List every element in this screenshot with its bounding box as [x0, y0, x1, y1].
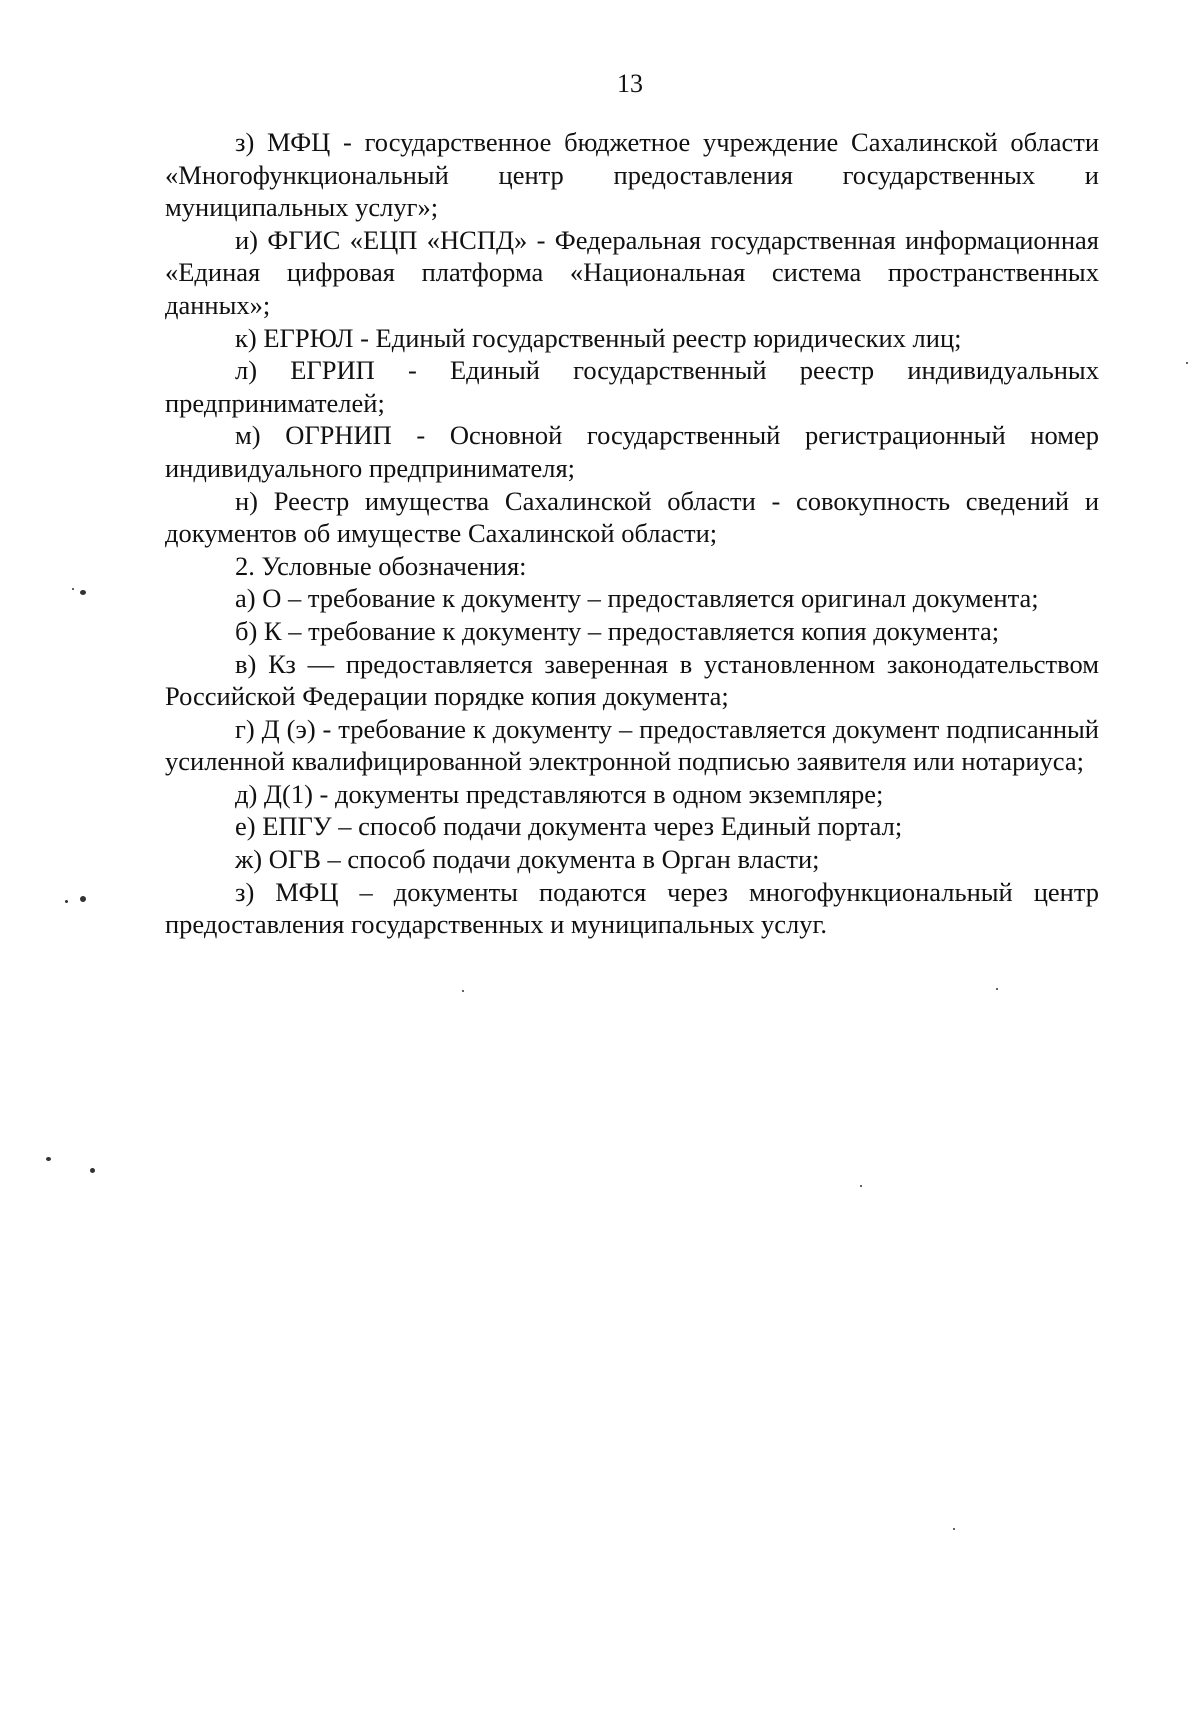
- scan-speck: [90, 1168, 95, 1173]
- paragraph-registry-definition: н) Реестр имущества Сахалинской области - совокупность сведений и документов об имуществе Сахалинской области;: [165, 485, 1099, 549]
- scan-speck: [80, 590, 86, 595]
- paragraph-legend-single-copy: д) Д(1) - документы представляются в одном экземпляре;: [235, 778, 884, 809]
- scan-speck: [953, 1528, 955, 1530]
- paragraph-legend-certified-copy: в) Кз — предоставляется заверенная в установленном законодательством Российской Федерации порядке копия документа;: [165, 648, 1099, 712]
- document-body: [165, 126, 1099, 941]
- paragraph-legend-mfc: з) МФЦ – документы подаются через многофункциональный центр предоставления государственных и муниципальных услуг.: [165, 876, 1099, 940]
- scan-speck: [860, 1185, 862, 1187]
- scan-speck: [996, 988, 998, 990]
- scan-speck: [65, 900, 68, 903]
- paragraph-legend-ogv: ж) ОГВ – способ подачи документа в Орган власти;: [235, 844, 820, 875]
- paragraph-legend-copy: б) К – требование к документу – предоставляется копия документа;: [235, 615, 1000, 646]
- page-number: 13: [617, 69, 643, 98]
- paragraph-ogrnip-definition: м) ОГРНИП - Основной государственный регистрационный номер индивидуального предпринимателя;: [165, 420, 1099, 483]
- scan-speck: [1186, 362, 1188, 364]
- paragraph-fgis-definition: и) ФГИС «ЕЦП «НСПД» - Федеральная государственная информационная «Единая цифровая платформа «Национальная система пространственных данных»;: [165, 224, 1099, 320]
- scan-speck: [72, 588, 74, 590]
- paragraph-mfc-definition: з) МФЦ - государственное бюджетное учреждение Сахалинской области «Многофункциональный центр предоставления государственных и муниципальных услуг»;: [165, 127, 1099, 223]
- paragraph-legend-electronic: г) Д (э) - требование к документу – предоставляется документ подписанный усиленной квалифицированной электронной подписью заявителя или нотариуса;: [165, 713, 1099, 777]
- paragraph-egrul-definition: к) ЕГРЮЛ - Единый государственный реестр юридических лиц;: [235, 322, 962, 353]
- paragraph-egrip-definition: л) ЕГРИП - Единый государственный реестр индивидуальных предпринимателей;: [165, 355, 1099, 418]
- scan-speck: [80, 896, 86, 902]
- section-heading-legend: 2. Условные обозначения:: [235, 550, 527, 581]
- scan-speck: [46, 1157, 51, 1161]
- paragraph-legend-original: а) О – требование к документу – предоставляется оригинал документа;: [235, 583, 1039, 614]
- paragraph-legend-epgu: е) ЕПГУ – способ подачи документа через Единый портал;: [235, 811, 903, 842]
- scan-speck: [462, 990, 464, 992]
